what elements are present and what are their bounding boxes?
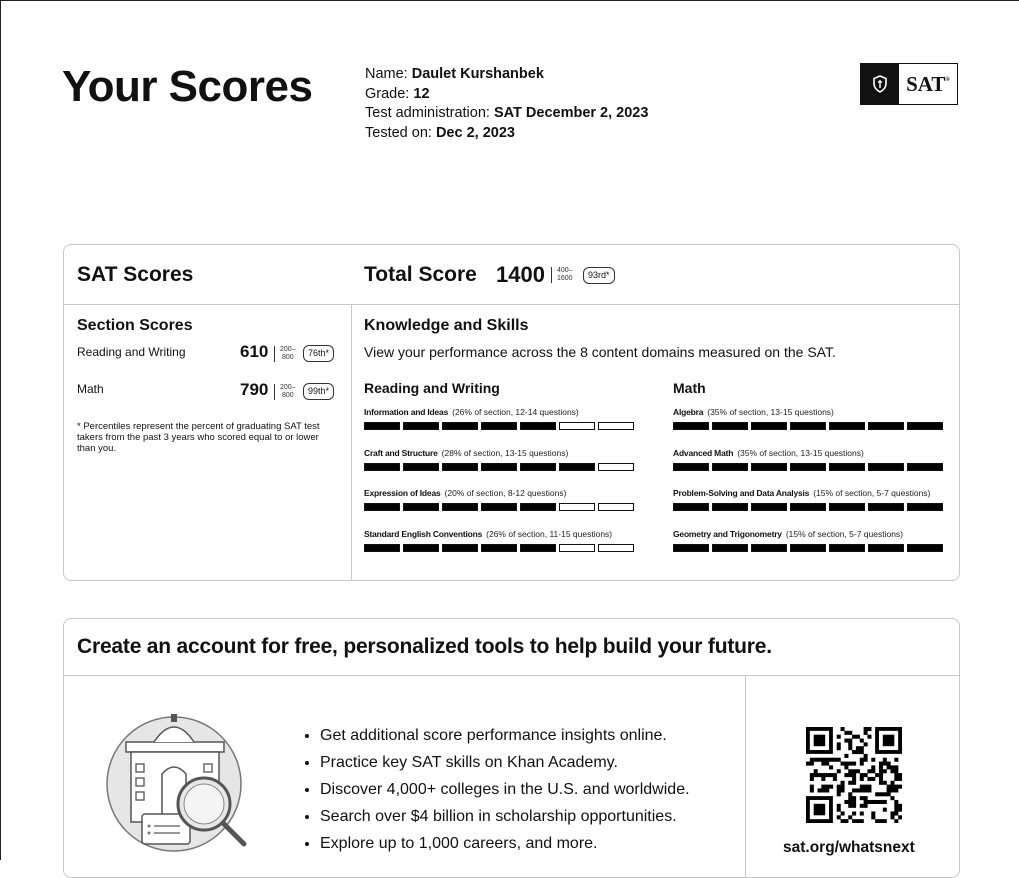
- domain-note: (28% of section, 13-15 questions): [441, 447, 569, 458]
- test-admin-label: Test administration:: [365, 105, 490, 121]
- bar-segment-filled: [364, 503, 400, 511]
- benefits-list: [298, 722, 690, 857]
- domain-note: (35% of section, 13-15 questions): [737, 447, 864, 458]
- bar-segment-filled: [442, 544, 478, 552]
- name-label: Name:: [365, 66, 408, 82]
- bar-segment-filled: [442, 463, 478, 471]
- bar-segment-filled: [829, 463, 865, 471]
- college-search-illustration: [104, 714, 264, 869]
- bar-segment-filled: [868, 463, 904, 471]
- total-score-label: Total Score: [364, 263, 477, 286]
- domain-label: [364, 448, 639, 458]
- reading-domain-3: [364, 529, 639, 552]
- bar-segment-filled: [751, 463, 787, 471]
- bar-segment-filled: [868, 544, 904, 552]
- bar-segment-filled: [907, 503, 943, 511]
- section-score-reading: 610: [240, 342, 269, 361]
- bar-segment-filled: [673, 463, 709, 471]
- bar-segment-filled: [829, 503, 865, 511]
- math-domain-2: [673, 488, 948, 511]
- page-title: Your Scores: [62, 62, 313, 111]
- bar-segment-filled: [442, 503, 478, 511]
- total-score-range: [551, 267, 573, 283]
- bar-segment-filled: [829, 422, 865, 430]
- student-info: [365, 65, 648, 143]
- bar-segment-empty: [559, 503, 595, 511]
- domain-name: Problem-Solving and Data Analysis: [673, 488, 810, 498]
- bar-segment-filled: [364, 463, 400, 471]
- bar-segment-filled: [364, 422, 400, 430]
- student-name-row: [365, 65, 648, 85]
- section-range-bottom: 800: [281, 392, 294, 399]
- test-admin-value: SAT December 2, 2023: [493, 105, 649, 121]
- section-range-bottom: 800: [281, 354, 294, 361]
- section-range-math: [274, 384, 296, 400]
- list-item: • Search over $4 billion in scholarship opportunities.: [320, 803, 690, 830]
- bar-segment-filled: [712, 503, 748, 511]
- domain-note: (15% of section, 5-7 questions): [785, 528, 904, 539]
- scores-card: [63, 244, 960, 581]
- domain-name: Expression of Ideas: [364, 488, 441, 498]
- performance-bar: [673, 503, 948, 511]
- bar-segment-filled: [712, 463, 748, 471]
- tested-on-value: Dec 2, 2023: [435, 124, 515, 141]
- domain-label: [364, 529, 639, 539]
- promo-card-divider: [64, 675, 959, 676]
- bar-segment-filled: [403, 422, 439, 430]
- math-domains-heading: Math: [673, 380, 706, 396]
- percentile-badge-math: 99th*: [303, 383, 334, 400]
- domain-note: (35% of section, 13-15 questions): [707, 407, 834, 417]
- scores-card-divider: [64, 304, 959, 305]
- domain-note: (15% of section, 5-7 questions): [813, 488, 931, 498]
- bar-segment-filled: [481, 463, 517, 471]
- performance-bar: [364, 463, 639, 471]
- list-item: • Get additional score performance insights online.: [320, 722, 690, 749]
- bar-segment-filled: [481, 503, 517, 511]
- math-domain-3: [673, 529, 948, 552]
- performance-bar: [673, 422, 948, 430]
- domain-label: [673, 529, 948, 539]
- shield-icon: [861, 64, 899, 104]
- tested-on-label: Tested on:: [365, 124, 432, 141]
- bar-segment-filled: [481, 422, 517, 430]
- performance-bar: [673, 463, 948, 471]
- domain-name: Standard English Conventions: [364, 528, 483, 539]
- sat-logo: [860, 63, 958, 105]
- qr-code-icon[interactable]: [806, 727, 902, 828]
- bar-segment-empty: [598, 544, 634, 552]
- section-label-math: Math: [77, 382, 104, 396]
- domain-label: [364, 407, 639, 417]
- bar-segment-filled: [673, 422, 709, 430]
- math-domain-1: [673, 448, 948, 471]
- knowledge-skills-heading: Knowledge and Skills: [364, 317, 529, 334]
- grade-value: 12: [413, 85, 430, 102]
- knowledge-skills-description: View your performance across the 8 content domains measured on the SAT.: [364, 344, 836, 360]
- student-name: Daulet Kurshanbek: [411, 66, 544, 82]
- bar-segment-filled: [520, 463, 556, 471]
- section-label-reading: Reading and Writing: [77, 345, 186, 359]
- bar-segment-empty: [598, 422, 634, 430]
- grade-row: [365, 85, 648, 105]
- bar-segment-filled: [790, 422, 826, 430]
- domain-note: (26% of section, 11-15 questions): [486, 528, 613, 539]
- domain-label: [673, 407, 948, 417]
- grade-label: Grade:: [365, 85, 410, 102]
- sat-logo-word: SAT: [906, 71, 946, 96]
- section-scores-heading: Section Scores: [77, 317, 193, 334]
- bar-segment-empty: [559, 544, 595, 552]
- reading-domain-0: [364, 407, 639, 430]
- bar-segment-filled: [790, 544, 826, 552]
- percentile-badge-reading: 76th*: [303, 345, 334, 362]
- section-range-top: 200–: [280, 384, 296, 391]
- whatsnext-link[interactable]: sat.org/whatsnext: [783, 839, 915, 856]
- tested-on-row: [365, 124, 648, 144]
- test-admin-row: [365, 104, 648, 124]
- list-item: • Practice key SAT skills on Khan Academy.: [320, 749, 690, 776]
- promo-card: [63, 618, 960, 878]
- bar-segment-empty: [598, 503, 634, 511]
- bar-segment-filled: [751, 544, 787, 552]
- reading-writing-domains-heading: Reading and Writing: [364, 380, 500, 396]
- bar-segment-empty: [559, 422, 595, 430]
- promo-heading: Create an account for free, personalized tools to help build your future.: [77, 635, 772, 658]
- reading-domain-1: [364, 448, 639, 471]
- sat-logo-text: [899, 64, 957, 104]
- bar-segment-filled: [907, 544, 943, 552]
- total-score-value: 1400: [496, 262, 545, 287]
- domain-name: Advanced Math: [673, 447, 734, 458]
- bar-segment-filled: [403, 503, 439, 511]
- domain-name: Information and Ideas: [364, 407, 449, 417]
- sat-scores-heading: SAT Scores: [77, 263, 194, 286]
- performance-bar: [364, 503, 639, 511]
- bar-segment-filled: [559, 463, 595, 471]
- domain-note: (26% of section, 12-14 questions): [452, 407, 579, 417]
- bar-segment-filled: [751, 503, 787, 511]
- total-range-top: 400–: [557, 267, 573, 274]
- bar-segment-filled: [751, 422, 787, 430]
- promo-card-column-divider: [745, 675, 746, 877]
- bar-segment-filled: [364, 544, 400, 552]
- bar-segment-filled: [481, 544, 517, 552]
- domain-name: Geometry and Trigonometry: [673, 528, 782, 539]
- bar-segment-filled: [907, 422, 943, 430]
- bar-segment-filled: [868, 422, 904, 430]
- bar-segment-filled: [673, 503, 709, 511]
- performance-bar: [364, 422, 639, 430]
- bar-segment-filled: [520, 503, 556, 511]
- list-item: • Explore up to 1,000 careers, and more.: [320, 830, 690, 857]
- percentile-footnote: * Percentiles represent the percent of graduating SAT test takers from the past 3 years who scored equal to or lower than you.: [77, 421, 320, 454]
- math-domain-0: [673, 407, 948, 430]
- section-range-reading: [274, 346, 296, 362]
- bar-segment-filled: [673, 544, 709, 552]
- bar-segment-filled: [907, 463, 943, 471]
- total-range-bottom: 1600: [557, 275, 573, 282]
- bar-segment-filled: [520, 544, 556, 552]
- list-item: • Discover 4,000+ colleges in the U.S. and worldwide.: [320, 776, 690, 803]
- bar-segment-filled: [403, 463, 439, 471]
- bar-segment-filled: [442, 422, 478, 430]
- domain-label: [364, 488, 639, 498]
- section-score-math: 790: [240, 380, 269, 399]
- domain-name: Algebra: [673, 407, 704, 417]
- performance-bar: [364, 544, 639, 552]
- scores-card-column-divider: [351, 304, 352, 580]
- bar-segment-filled: [712, 422, 748, 430]
- bar-segment-empty: [598, 463, 634, 471]
- performance-bar: [673, 544, 948, 552]
- bar-segment-filled: [829, 544, 865, 552]
- domain-note: (20% of section, 8-12 questions): [444, 488, 567, 498]
- section-range-top: 200–: [280, 346, 296, 353]
- bar-segment-filled: [790, 503, 826, 511]
- bar-segment-filled: [868, 503, 904, 511]
- bar-segment-filled: [520, 422, 556, 430]
- bar-segment-filled: [403, 544, 439, 552]
- bar-segment-filled: [790, 463, 826, 471]
- domain-name: Craft and Structure: [364, 447, 438, 458]
- registered-mark: ®: [945, 77, 950, 83]
- total-percentile-badge: 93rd*: [583, 267, 615, 284]
- domain-label: [673, 448, 948, 458]
- reading-domain-2: [364, 488, 639, 511]
- domain-label: [673, 488, 948, 498]
- bar-segment-filled: [712, 544, 748, 552]
